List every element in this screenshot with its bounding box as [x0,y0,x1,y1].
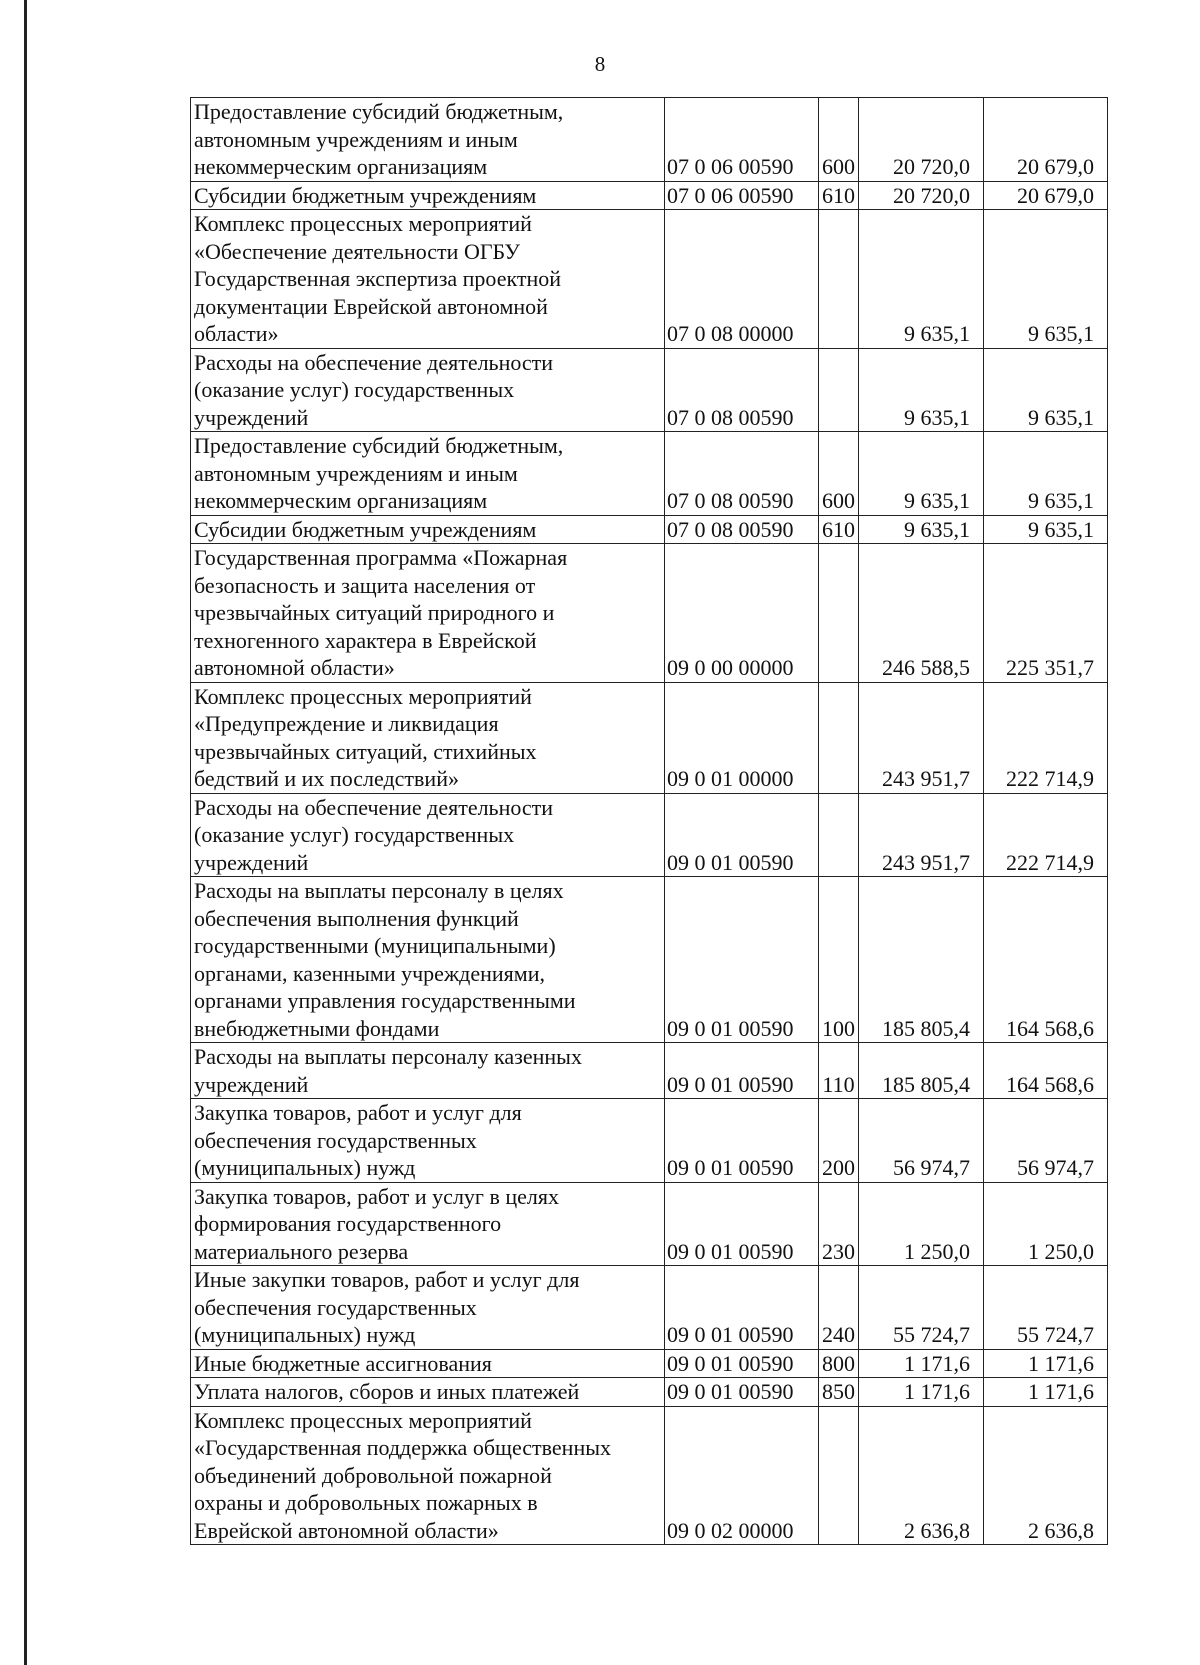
item-name-cell: Предоставление субсидий бюджетным, автономным учреждениям и иным некоммерческим организациям [191,98,665,182]
table-row [191,181,1108,210]
table-row [191,1349,1108,1378]
expense-type-cell: 610 [819,515,859,544]
table-row [191,348,1108,432]
amount-year1-cell: 9 635,1 [859,348,984,432]
amount-year1-cell: 185 805,4 [859,877,984,1043]
item-name-cell: Расходы на выплаты персоналу казенных учреждений [191,1043,665,1099]
amount-year2-cell: 9 635,1 [984,210,1108,349]
amount-year2-cell: 222 714,9 [984,793,1108,877]
item-name-cell: Субсидии бюджетным учреждениям [191,515,665,544]
table-row [191,210,1108,349]
amount-year1-cell: 9 635,1 [859,515,984,544]
amount-year2-cell: 1 171,6 [984,1349,1108,1378]
amount-year1-cell: 1 250,0 [859,1182,984,1266]
target-code-cell: 09 0 01 00590 [665,1099,819,1183]
expense-type-cell [819,793,859,877]
amount-year2-cell: 1 250,0 [984,1182,1108,1266]
left-margin-rule [24,0,27,1665]
amount-year2-cell: 9 635,1 [984,348,1108,432]
amount-year2-cell: 2 636,8 [984,1406,1108,1545]
item-name-cell: Комплекс процессных мероприятий «Государственная поддержка общественных объединений добровольной пожарной охраны и добровольных пожарных в Еврейской автономной области» [191,1406,665,1545]
expense-type-cell: 230 [819,1182,859,1266]
amount-year2-cell: 55 724,7 [984,1266,1108,1350]
table-row [191,1182,1108,1266]
item-name-cell: Государственная программа «Пожарная безопасность и защита населения от чрезвычайных ситуаций природного и техногенного характера в Еврейской автономной области» [191,544,665,683]
table-row [191,515,1108,544]
target-code-cell: 07 0 08 00590 [665,515,819,544]
amount-year2-cell: 225 351,7 [984,544,1108,683]
amount-year2-cell: 56 974,7 [984,1099,1108,1183]
amount-year1-cell: 20 720,0 [859,98,984,182]
table-body [191,98,1108,1545]
target-code-cell: 07 0 08 00000 [665,210,819,349]
item-name-cell: Закупка товаров, работ и услуг в целях формирования государственного материального резерва [191,1182,665,1266]
item-name-cell: Иные закупки товаров, работ и услуг для обеспечения государственных (муниципальных) нужд [191,1266,665,1350]
expense-type-cell [819,544,859,683]
amount-year1-cell: 56 974,7 [859,1099,984,1183]
table-row [191,793,1108,877]
item-name-cell: Уплата налогов, сборов и иных платежей [191,1378,665,1407]
target-code-cell: 09 0 01 00590 [665,1043,819,1099]
table-row [191,1406,1108,1545]
expense-type-cell: 200 [819,1099,859,1183]
table-row [191,432,1108,516]
amount-year1-cell: 9 635,1 [859,210,984,349]
item-name-cell: Субсидии бюджетным учреждениям [191,181,665,210]
amount-year1-cell: 243 951,7 [859,793,984,877]
item-name-cell: Расходы на обеспечение деятельности (оказание услуг) государственных учреждений [191,348,665,432]
target-code-cell: 07 0 08 00590 [665,348,819,432]
amount-year1-cell: 1 171,6 [859,1378,984,1407]
amount-year1-cell: 9 635,1 [859,432,984,516]
amount-year1-cell: 185 805,4 [859,1043,984,1099]
expense-type-cell: 610 [819,181,859,210]
item-name-cell: Расходы на выплаты персоналу в целях обеспечения выполнения функций государственными (муниципальными) органами, казенными учреждениями, органами управления государственными внебюджетными фондами [191,877,665,1043]
target-code-cell: 09 0 01 00590 [665,1378,819,1407]
table-row [191,1266,1108,1350]
target-code-cell: 07 0 06 00590 [665,181,819,210]
table-row [191,1099,1108,1183]
item-name-cell: Расходы на обеспечение деятельности (оказание услуг) государственных учреждений [191,793,665,877]
expense-type-cell: 240 [819,1266,859,1350]
target-code-cell: 09 0 01 00590 [665,1349,819,1378]
amount-year2-cell: 9 635,1 [984,515,1108,544]
expense-type-cell: 600 [819,98,859,182]
target-code-cell: 09 0 00 00000 [665,544,819,683]
target-code-cell: 09 0 01 00590 [665,1182,819,1266]
target-code-cell: 09 0 02 00000 [665,1406,819,1545]
expense-type-cell [819,348,859,432]
item-name-cell: Предоставление субсидий бюджетным, автономным учреждениям и иным некоммерческим организациям [191,432,665,516]
budget-table [190,97,1108,1545]
expense-type-cell: 600 [819,432,859,516]
target-code-cell: 07 0 08 00590 [665,432,819,516]
amount-year1-cell: 246 588,5 [859,544,984,683]
amount-year1-cell: 2 636,8 [859,1406,984,1545]
table-row [191,1378,1108,1407]
table-row [191,544,1108,683]
amount-year2-cell: 222 714,9 [984,682,1108,793]
item-name-cell: Комплекс процессных мероприятий «Обеспечение деятельности ОГБУ Государственная экспертиза проектной документации Еврейской автономной области» [191,210,665,349]
expense-type-cell: 850 [819,1378,859,1407]
target-code-cell: 09 0 01 00590 [665,1266,819,1350]
expense-type-cell: 110 [819,1043,859,1099]
amount-year2-cell: 20 679,0 [984,98,1108,182]
amount-year2-cell: 1 171,6 [984,1378,1108,1407]
expense-type-cell: 100 [819,877,859,1043]
table-row [191,682,1108,793]
expense-type-cell: 800 [819,1349,859,1378]
item-name-cell: Иные бюджетные ассигнования [191,1349,665,1378]
target-code-cell: 07 0 06 00590 [665,98,819,182]
amount-year2-cell: 9 635,1 [984,432,1108,516]
target-code-cell: 09 0 01 00590 [665,793,819,877]
expense-type-cell [819,682,859,793]
item-name-cell: Комплекс процессных мероприятий «Предупреждение и ликвидация чрезвычайных ситуаций, стихийных бедствий и их последствий» [191,682,665,793]
page-number: 8 [594,52,606,76]
target-code-cell: 09 0 01 00590 [665,877,819,1043]
expense-type-cell [819,1406,859,1545]
amount-year1-cell: 20 720,0 [859,181,984,210]
amount-year2-cell: 164 568,6 [984,877,1108,1043]
amount-year1-cell: 55 724,7 [859,1266,984,1350]
item-name-cell: Закупка товаров, работ и услуг для обеспечения государственных (муниципальных) нужд [191,1099,665,1183]
amount-year1-cell: 1 171,6 [859,1349,984,1378]
expense-type-cell [819,210,859,349]
table-row [191,877,1108,1043]
table-row [191,98,1108,182]
amount-year1-cell: 243 951,7 [859,682,984,793]
amount-year2-cell: 20 679,0 [984,181,1108,210]
amount-year2-cell: 164 568,6 [984,1043,1108,1099]
target-code-cell: 09 0 01 00000 [665,682,819,793]
table-row [191,1043,1108,1099]
